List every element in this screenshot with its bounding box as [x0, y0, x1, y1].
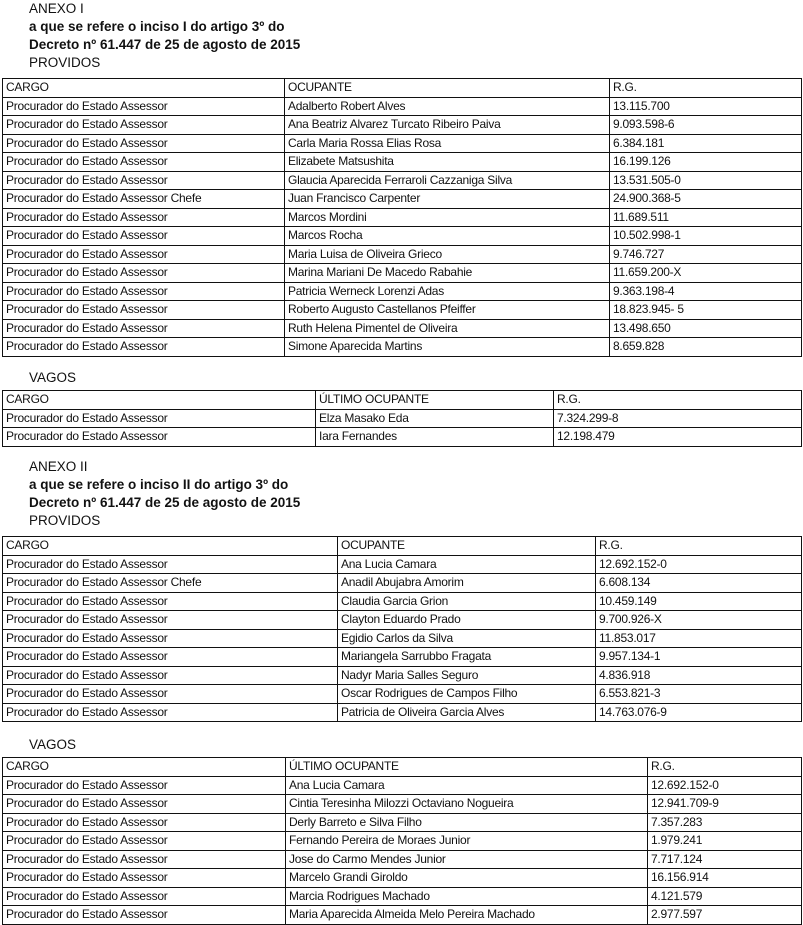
table-cell: Procurador do Estado Assessor — [3, 832, 286, 851]
table-row — [3, 171, 802, 190]
table-cell: Marcos Mordini — [285, 208, 610, 227]
table-cell: Patricia de Oliveira Garcia Alves — [338, 703, 596, 722]
table-cell: Procurador do Estado Assessor — [3, 776, 286, 795]
table-cell: Mariangela Sarrubbo Fragata — [338, 648, 596, 667]
table-cell: Procurador do Estado Assessor — [3, 282, 285, 301]
table-row — [3, 832, 802, 851]
table-cell: 7.357.283 — [648, 813, 802, 832]
table-cell: Maria Aparecida Almeida Melo Pereira Machado — [286, 906, 648, 925]
table-header-row — [3, 537, 802, 556]
table-cell: Procurador do Estado Assessor — [3, 227, 285, 246]
table-row — [3, 319, 802, 338]
table-cell: 16.199.126 — [610, 153, 802, 172]
table-cell: Nadyr Maria Salles Seguro — [338, 666, 596, 685]
anexo1-decree: Decreto nº 61.447 de 25 de agosto de 2015 — [29, 37, 301, 52]
table-row — [3, 134, 802, 153]
table-cell: Procurador do Estado Assessor — [3, 703, 338, 722]
column-header: CARGO — [3, 79, 285, 98]
table-row — [3, 190, 802, 209]
table-cell: Procurador do Estado Assessor — [3, 592, 338, 611]
table-cell: 13.115.700 — [610, 97, 802, 116]
anexo2-header — [0, 458, 300, 530]
table-cell: 6.608.134 — [596, 574, 802, 593]
table-cell: Juan Francisco Carpenter — [285, 190, 610, 209]
table-cell: Procurador do Estado Assessor — [3, 813, 286, 832]
table-cell: Procurador do Estado Assessor — [3, 666, 338, 685]
table-cell: Procurador do Estado Assessor — [3, 301, 285, 320]
table-row — [3, 227, 802, 246]
table-cell: 12.692.152-0 — [596, 555, 802, 574]
anexo2-title: ANEXO II — [29, 459, 88, 474]
table-row — [3, 153, 802, 172]
table-row — [3, 666, 802, 685]
table-cell: 12.941.709-9 — [648, 795, 802, 814]
table-cell: 11.689.511 — [610, 208, 802, 227]
anexo1-vagos-header — [0, 369, 76, 387]
table-cell: Procurador do Estado Assessor — [3, 338, 285, 357]
table-row — [3, 338, 802, 357]
table-cell: Clayton Eduardo Prado — [338, 611, 596, 630]
table-row — [3, 264, 802, 283]
table-cell: Procurador do Estado Assessor — [3, 208, 285, 227]
table-cell: Procurador do Estado Assessor — [3, 850, 286, 869]
table-row — [3, 869, 802, 888]
table-cell: 6.384.181 — [610, 134, 802, 153]
table-cell: Roberto Augusto Castellanos Pfeiffer — [285, 301, 610, 320]
table-cell: Procurador do Estado Assessor Chefe — [3, 574, 338, 593]
anexo2-providos-table — [2, 536, 802, 722]
table-row — [3, 409, 802, 428]
table-cell: 24.900.368-5 — [610, 190, 802, 209]
table-row — [3, 116, 802, 135]
table-cell: 9.093.598-6 — [610, 116, 802, 135]
table-cell: Procurador do Estado Assessor — [3, 245, 285, 264]
table-cell: 13.498.650 — [610, 319, 802, 338]
table-row — [3, 906, 802, 925]
table-row — [3, 592, 802, 611]
table-cell: Procurador do Estado Assessor — [3, 116, 285, 135]
table-row — [3, 648, 802, 667]
anexo1-header — [0, 0, 300, 72]
anexo1-vagos-table — [2, 390, 802, 447]
table-cell: Procurador do Estado Assessor — [3, 555, 338, 574]
table-header-row — [3, 79, 802, 98]
table-row — [3, 795, 802, 814]
table-row — [3, 282, 802, 301]
table-row — [3, 97, 802, 116]
table-row — [3, 703, 802, 722]
table-row — [3, 887, 802, 906]
table-cell: 4.836.918 — [596, 666, 802, 685]
table-header-row — [3, 758, 802, 777]
table-cell: Procurador do Estado Assessor — [3, 611, 338, 630]
anexo1-reference: a que se refere o inciso I do artigo 3º do — [29, 19, 285, 34]
table-cell: 11.659.200-X — [610, 264, 802, 283]
table-cell: 9.746.727 — [610, 245, 802, 264]
table-cell: Oscar Rodrigues de Campos Filho — [338, 685, 596, 704]
table-cell: Egidio Carlos da Silva — [338, 629, 596, 648]
table-cell: Procurador do Estado Assessor — [3, 264, 285, 283]
anexo1-providos-title: PROVIDOS — [29, 55, 101, 70]
column-header: OCUPANTE — [338, 537, 596, 556]
column-header: R.G. — [554, 391, 802, 410]
table-cell: Procurador do Estado Assessor — [3, 409, 316, 428]
table-row — [3, 813, 802, 832]
table-cell: 7.717.124 — [648, 850, 802, 869]
table-cell: 10.502.998-1 — [610, 227, 802, 246]
table-row — [3, 611, 802, 630]
column-header: CARGO — [3, 537, 338, 556]
table-cell: Cintia Teresinha Milozzi Octaviano Nogueira — [286, 795, 648, 814]
table-cell: Ana Beatriz Alvarez Turcato Ribeiro Paiva — [285, 116, 610, 135]
column-header: R.G. — [610, 79, 802, 98]
table-cell: 6.553.821-3 — [596, 685, 802, 704]
table-row — [3, 555, 802, 574]
table-row — [3, 574, 802, 593]
table-cell: Procurador do Estado Assessor — [3, 685, 338, 704]
table-cell: Procurador do Estado Assessor Chefe — [3, 190, 285, 209]
table-cell: Derly Barreto e Silva Filho — [286, 813, 648, 832]
anexo2-vagos-table — [2, 757, 802, 925]
table-cell: Ruth Helena Pimentel de Oliveira — [285, 319, 610, 338]
table-cell: Glaucia Aparecida Ferraroli Cazzaniga Silva — [285, 171, 610, 190]
table-cell: 11.853.017 — [596, 629, 802, 648]
table-cell: 7.324.299-8 — [554, 409, 802, 428]
table-cell: Procurador do Estado Assessor — [3, 629, 338, 648]
column-header: ÚLTIMO OCUPANTE — [316, 391, 554, 410]
table-cell: Procurador do Estado Assessor — [3, 134, 285, 153]
table-cell: Simone Aparecida Martins — [285, 338, 610, 357]
anexo2-providos-title: PROVIDOS — [29, 513, 101, 528]
table-cell: 9.957.134-1 — [596, 648, 802, 667]
table-cell: Jose do Carmo Mendes Junior — [286, 850, 648, 869]
table-cell: Iara Fernandes — [316, 428, 554, 447]
anexo1-title: ANEXO I — [29, 1, 84, 16]
table-cell: Marcos Rocha — [285, 227, 610, 246]
table-cell: Ana Lucia Camara — [338, 555, 596, 574]
table-row — [3, 245, 802, 264]
column-header: CARGO — [3, 758, 286, 777]
table-cell: Procurador do Estado Assessor — [3, 887, 286, 906]
column-header: ÚLTIMO OCUPANTE — [286, 758, 648, 777]
table-cell: Procurador do Estado Assessor — [3, 869, 286, 888]
table-cell: 14.763.076-9 — [596, 703, 802, 722]
table-cell: Marcelo Grandi Giroldo — [286, 869, 648, 888]
column-header: R.G. — [648, 758, 802, 777]
table-cell: Procurador do Estado Assessor — [3, 171, 285, 190]
table-cell: Claudia Garcia Grion — [338, 592, 596, 611]
table-row — [3, 685, 802, 704]
table-cell: Procurador do Estado Assessor — [3, 648, 338, 667]
column-header: CARGO — [3, 391, 316, 410]
anexo2-vagos-title: VAGOS — [29, 737, 77, 752]
table-cell: Marina Mariani De Macedo Rabahie — [285, 264, 610, 283]
table-cell: 2.977.597 — [648, 906, 802, 925]
table-cell: 9.700.926-X — [596, 611, 802, 630]
column-header: OCUPANTE — [285, 79, 610, 98]
anexo1-providos-table — [2, 78, 802, 357]
table-row — [3, 208, 802, 227]
table-cell: 4.121.579 — [648, 887, 802, 906]
table-cell: 10.459.149 — [596, 592, 802, 611]
table-cell: 1.979.241 — [648, 832, 802, 851]
table-row — [3, 629, 802, 648]
table-cell: Patricia Werneck Lorenzi Adas — [285, 282, 610, 301]
table-cell: Adalberto Robert Alves — [285, 97, 610, 116]
table-row — [3, 850, 802, 869]
table-header-row — [3, 391, 802, 410]
anexo2-decree: Decreto nº 61.447 de 25 de agosto de 2015 — [29, 495, 301, 510]
anexo2-reference: a que se refere o inciso II do artigo 3º do — [29, 477, 289, 492]
column-header: R.G. — [596, 537, 802, 556]
table-cell: Anadil Abujabra Amorim — [338, 574, 596, 593]
table-cell: Ana Lucia Camara — [286, 776, 648, 795]
table-cell: Procurador do Estado Assessor — [3, 795, 286, 814]
table-cell: Marcia Rodrigues Machado — [286, 887, 648, 906]
table-cell: 18.823.945- 5 — [610, 301, 802, 320]
table-cell: Fernando Pereira de Moraes Junior — [286, 832, 648, 851]
table-row — [3, 428, 802, 447]
anexo1-vagos-title: VAGOS — [29, 370, 77, 385]
table-cell: 8.659.828 — [610, 338, 802, 357]
table-cell: 12.692.152-0 — [648, 776, 802, 795]
table-row — [3, 776, 802, 795]
table-cell: 16.156.914 — [648, 869, 802, 888]
table-row — [3, 301, 802, 320]
table-cell: Elizabete Matsushita — [285, 153, 610, 172]
table-cell: 13.531.505-0 — [610, 171, 802, 190]
table-cell: 12.198.479 — [554, 428, 802, 447]
table-cell: Procurador do Estado Assessor — [3, 97, 285, 116]
table-cell: Procurador do Estado Assessor — [3, 153, 285, 172]
table-cell: Maria Luisa de Oliveira Grieco — [285, 245, 610, 264]
table-cell: Carla Maria Rossa Elias Rosa — [285, 134, 610, 153]
anexo2-vagos-header — [0, 736, 76, 754]
table-cell: Procurador do Estado Assessor — [3, 319, 285, 338]
table-cell: Procurador do Estado Assessor — [3, 428, 316, 447]
table-cell: 9.363.198-4 — [610, 282, 802, 301]
table-cell: Elza Masako Eda — [316, 409, 554, 428]
table-cell: Procurador do Estado Assessor — [3, 906, 286, 925]
